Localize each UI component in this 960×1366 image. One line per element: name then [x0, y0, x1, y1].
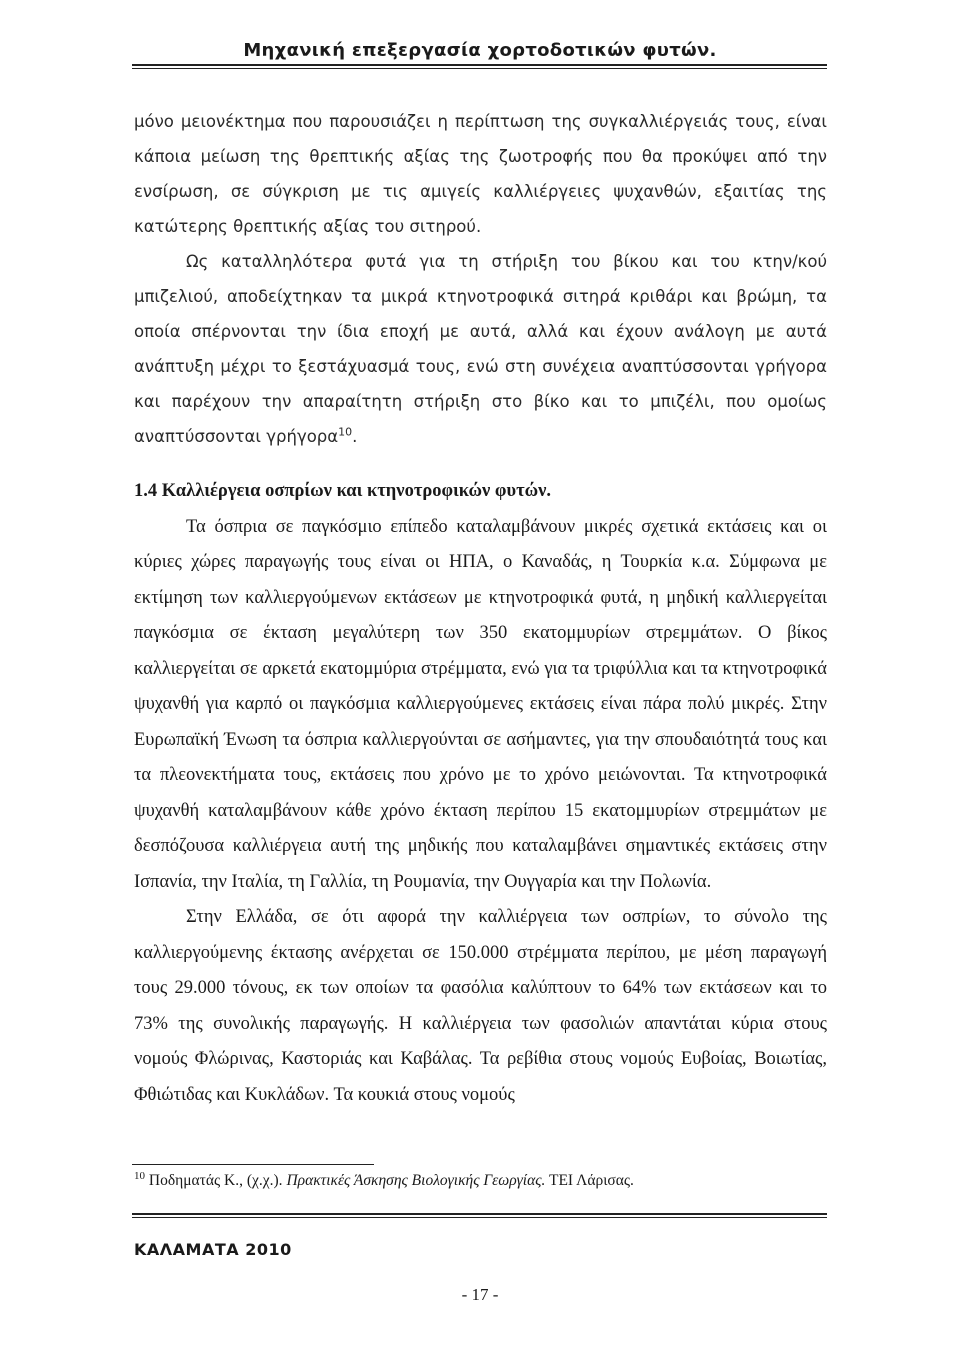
- footnote-title: Πρακτικές Άσκησης Βιολογικής Γεωργίας.: [286, 1172, 546, 1189]
- body-paragraph: [134, 244, 827, 454]
- header-rule-thin: [132, 68, 827, 69]
- page-number: - 17 -: [461, 1285, 499, 1304]
- footnote-separator: [132, 1164, 374, 1165]
- footnote-authors: Ποδηματάς Κ., (χ.χ.).: [145, 1172, 287, 1189]
- paragraph-end: .: [352, 427, 358, 446]
- section-heading: 1.4 Καλλιέργεια οσπρίων και κτηνοτροφικών φυτών.: [134, 481, 552, 501]
- footer-rule-thin: [132, 1217, 827, 1218]
- header-rule: [132, 64, 827, 66]
- body-paragraph: Στην Ελλάδα, σε ότι αφορά την καλλιέργεια των οσπρίων, το σύνολο της καλλιεργούμενης έκτασης ανέρχεται σε 150.000 στρέμματα περίπου, με μέση παραγωγή τους 29.000 τόνους, εκ των οποίων τα φασόλια καλύπτουν το 64% των εκτάσεων και το 73% της συνολικής παραγωγής. Η καλλιέργεια των φασολιών απαντάται κύρια στους νομούς Φλώρινας, Καστοριάς και Καβάλας. Τα ρεβίθια στους νομούς Ευβοίας, Βοιωτίας, Φθιώτιδας και Κυκλάδων. Τα κουκιά στους νομούς: [134, 907, 827, 1105]
- footnote: [134, 1171, 827, 1191]
- section-1-4: [134, 474, 827, 1113]
- continuation-text-block: [134, 104, 827, 454]
- body-paragraph: μόνο μειονέκτημα που παρουσιάζει η περίπτωση της συγκαλλιέργειάς τους, είναι κάποια μείωση της θρεπτικής αξίας της ζωοτροφής που θα προκύψει από την ενσίρωση, σε σύγκριση με τις αμιγείς καλλιέργειες ψυχανθών, εξαιτίας της κατώτερης θρεπτικής αξίας του σιτηρού.: [134, 112, 827, 236]
- footnote-number: 10: [134, 1169, 145, 1182]
- footnote-reference: 10: [338, 425, 353, 439]
- footer-location-year: ΚΑΛΑΜΑΤΑ 2010: [134, 1240, 292, 1259]
- running-header-title: Μηχανική επεξεργασία χορτοδοτικών φυτών.: [243, 40, 717, 61]
- footer-rule: [132, 1213, 827, 1215]
- body-paragraph: Τα όσπρια σε παγκόσμιο επίπεδο καταλαμβάνουν μικρές σχετικά εκτάσεις και οι κύριες χώρες παραγωγής τους είναι οι ΗΠΑ, ο Καναδάς, η Τουρκία κ.α. Σύμφωνα με εκτίμηση των καλλιεργούμενων εκτάσεων με κτηνοτροφικά φυτά, η μηδική καλλιεργείται παγκόσμια σε έκταση μεγαλύτερη των 350 εκατομμυρίων στρεμμάτων. Ο βίκος καλλιεργείται σε αρκετά εκατομμύρια στρέμματα, ενώ για τα τριφύλλια και τα κτηνοτροφικά ψυχανθή για καρπό οι παγκόσμια καλλιεργούμενες εκτάσεις είναι πάρα πολύ μικρές. Στην Ευρωπαϊκή Ένωση τα όσπρια καλλιεργούνται σε ασήμαντες, για την σπουδαιότητά τους και τα πλεονεκτήματα τους, εκτάσεις που χρόνο με το χρόνο μειώνονται. Τα κτηνοτροφικά ψυχανθή καταλαμβάνουν κάθε χρόνο έκταση περίπου 15 εκατομμυρίων στρεμμάτων με δεσπόζουσα καλλιέργεια αυτή της μηδικής που καταλαμβάνει σημαντικές εκτάσεις στην Ισπανία, την Ιταλία, τη Γαλλία, τη Ρουμανία, την Ουγγαρία και την Πολωνία.: [134, 516, 827, 892]
- footnote-publisher: ΤΕΙ Λάρισας.: [545, 1172, 634, 1189]
- paragraph-text: Ως καταλληλότερα φυτά για τη στήριξη του βίκου και του κτην/κού μπιζελιού, αποδείχτηκαν τα μικρά κτηνοτροφικά σιτηρά κριθάρι και βρώμη, τα οποία σπέρνονται την ίδια εποχή με αυτά, αλλά και έχουν ανάλογη με αυτά ανάπτυξη μέχρι το ξεστάχυασμά τους, ενώ στη συνέχεια αναπτύσσονται γρήγορα και παρέχουν την απαραίτητη στήριξη στο βίκο και το μπιζέλι, που ομοίως αναπτύσσονται γρήγορα: [134, 252, 827, 446]
